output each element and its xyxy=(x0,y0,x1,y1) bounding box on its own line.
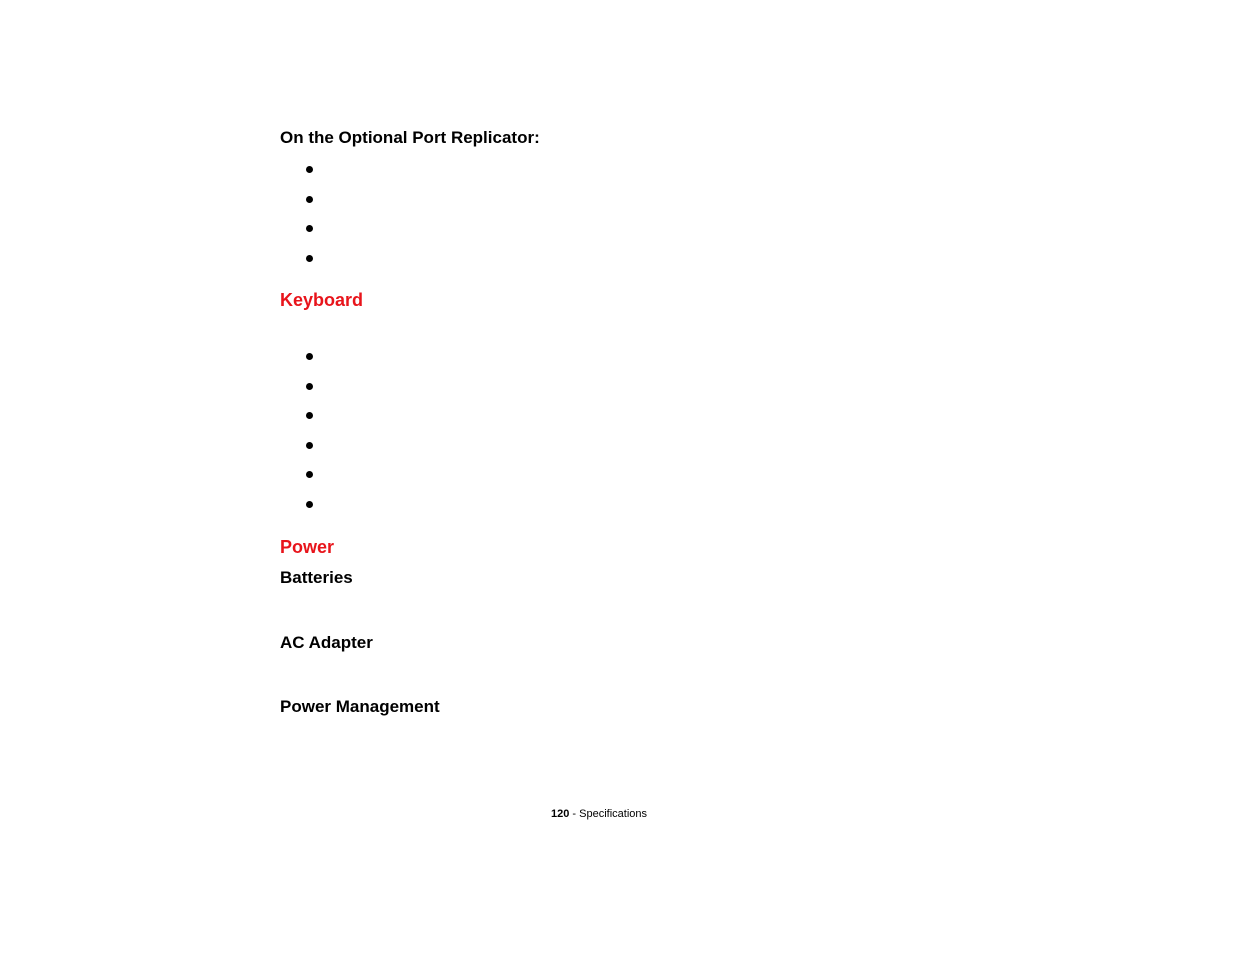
list-bullet xyxy=(306,166,313,173)
page-number: 120 xyxy=(551,808,570,820)
list-bullet xyxy=(306,412,313,419)
power-section-title: Power xyxy=(280,537,335,557)
keyboard-section-title: Keyboard xyxy=(280,290,364,310)
list-bullet xyxy=(306,255,313,262)
list-bullet xyxy=(306,196,313,203)
list-bullet xyxy=(306,442,313,449)
list-bullet xyxy=(306,353,313,360)
footer-separator: - xyxy=(569,808,580,820)
ac-adapter-heading: AC Adapter xyxy=(280,633,373,652)
list-bullet xyxy=(306,225,313,232)
batteries-heading: Batteries xyxy=(280,568,353,587)
list-bullet xyxy=(306,383,313,390)
footer-section-name: Specifications xyxy=(579,808,648,820)
page-footer xyxy=(551,807,647,821)
list-bullet xyxy=(306,501,313,508)
list-bullet xyxy=(306,471,313,478)
port-replicator-heading: On the Optional Port Replicator: xyxy=(280,128,540,147)
power-management-heading: Power Management xyxy=(280,697,440,716)
